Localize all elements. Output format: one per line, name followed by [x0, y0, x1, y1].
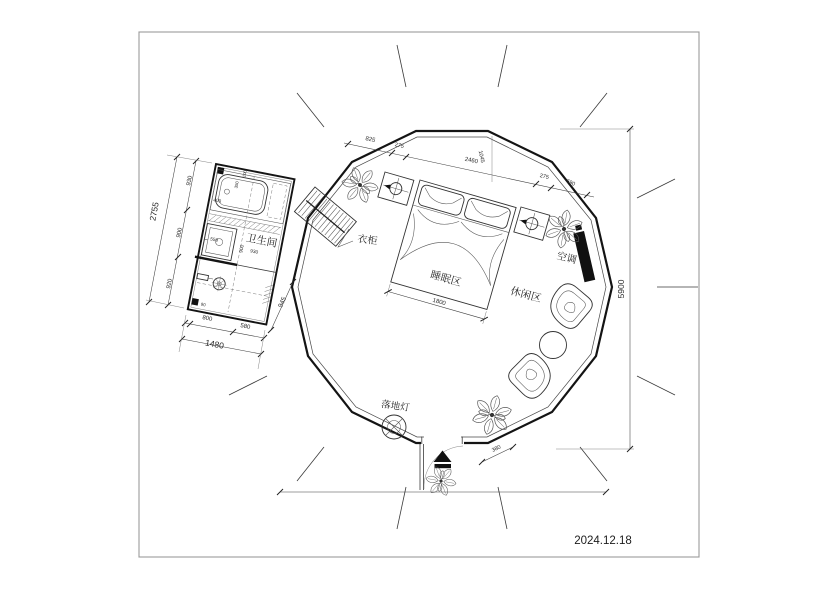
dim-drain-90: 90	[200, 301, 207, 308]
threshold-hatch	[208, 214, 281, 235]
dim-sink-550: 550	[209, 237, 219, 244]
dim-left-2755: 2755	[147, 201, 161, 222]
dim-entrance-380: 380	[491, 444, 503, 454]
wardrobe-leader	[338, 229, 353, 247]
dim-top-690: 690	[564, 178, 576, 188]
dim-left-930: 930	[186, 175, 194, 187]
pillows	[417, 184, 511, 230]
dim-bottom-800: 800	[201, 315, 213, 323]
yurt-walls	[292, 131, 612, 444]
dim-tub-100: 100	[241, 169, 248, 178]
dim-left-900: 900	[176, 227, 184, 239]
dim-top-1045: 1045	[476, 150, 486, 164]
wardrobe-label: 衣柜	[356, 233, 379, 248]
lounge-chair-top	[542, 279, 596, 333]
leisure-area-label: 休闲区	[509, 285, 543, 305]
nightstand-left	[378, 172, 414, 205]
lounge-chair-bottom	[505, 349, 559, 403]
floor-lamp-label: 落地灯	[380, 399, 411, 414]
entry-arrow-bar	[435, 464, 452, 468]
dim-top-275b: 275	[539, 173, 550, 181]
dim-bottom-1480: 1480	[204, 337, 225, 351]
dim-bottom-580: 580	[239, 323, 251, 331]
drawing-date: 2024.12.18	[574, 535, 632, 547]
dim-tub-400: 400	[212, 198, 222, 205]
dim-gap-945: 945	[277, 296, 289, 309]
bathroom-annex	[185, 163, 295, 324]
entrance-door	[420, 444, 463, 490]
floor-lamp-icon	[382, 415, 406, 439]
nightstand-right	[514, 207, 550, 240]
dim-top-275a: 275	[394, 142, 405, 150]
bed	[384, 179, 519, 325]
dim-bed-width: 1800	[431, 297, 447, 308]
dim-top-2460: 2460	[464, 156, 479, 166]
entry-arrow-icon	[434, 451, 452, 463]
roof-rib-lines	[229, 45, 698, 529]
floor-drain-icon	[210, 275, 228, 293]
dim-tub-350: 350	[233, 180, 240, 189]
outer-wall	[292, 131, 612, 443]
bathroom-label: 卫生间	[244, 232, 279, 250]
round-table	[540, 332, 567, 359]
sheet-border	[139, 32, 699, 557]
dim-left-920: 920	[166, 278, 174, 290]
dim-right-5900: 5900	[616, 279, 626, 299]
dim-mid-930: 930	[249, 249, 259, 256]
dim-mid-900: 900	[239, 244, 246, 254]
sleeping-area-label: 睡眠区	[428, 268, 463, 290]
dim-top-825: 825	[364, 136, 376, 144]
room-labels	[245, 231, 578, 414]
air-conditioner-label: 空调	[555, 250, 578, 267]
